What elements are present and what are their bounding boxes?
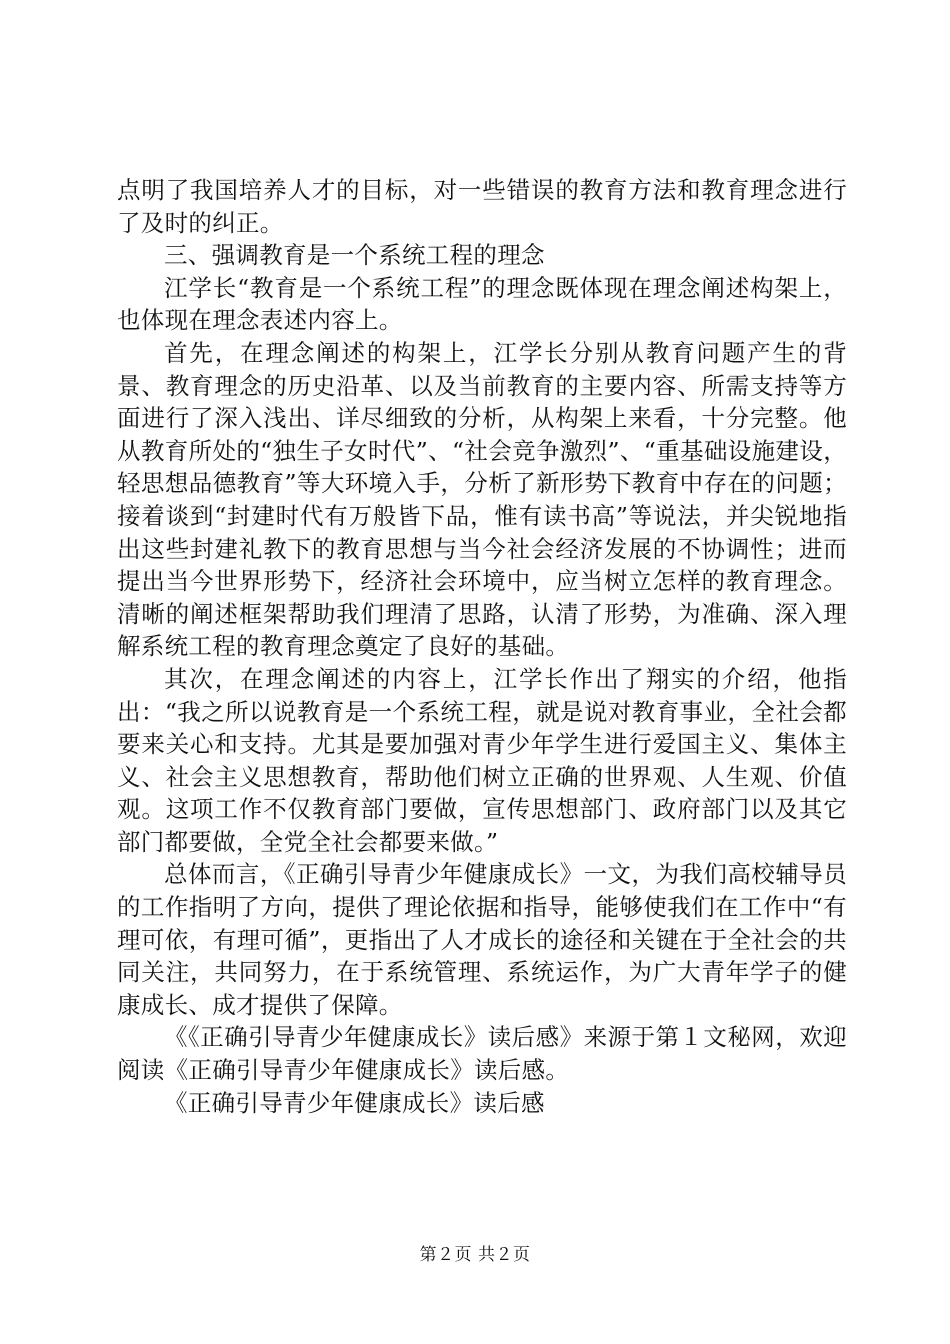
paragraph: 江学长“教育是一个系统工程”的理念既体现在理念阐述构架上，也体现在理念表述内容上。: [117, 273, 847, 335]
source-note: 《《正确引导青少年健康成长》读后感》来源于第１文秘网，欢迎阅读《正确引导青少年健康成长》读后感。: [117, 1023, 847, 1085]
paragraph: 总体而言，《正确引导青少年健康成长》一文，为我们高校辅导员的工作指明了方向，提供了理论依据和指导，能够使我们在工作中“有理可依，有理可循”，更指出了人才成长的途径和关键在于全社会的共同关注，共同努力，在于系统管理、系统运作，为广大青年学子的健康成长、成才提供了保障。: [117, 860, 847, 1019]
paragraph: 首先，在理念阐述的构架上，江学长分别从教育问题产生的背景、教育理念的历史沿革、以及当前教育的主要内容、所需支持等方面进行了深入浅出、详尽细致的分析，从构架上来看，十分完整。他从教育所处的“独生子女时代”、“社会竞争激烈”、“重基础设施建设，轻思想品德教育”等大环境入手，分析了新形势下教育中存在的问题；接着谈到“封建时代有万般皆下品，惟有读书高”等说法，并尖锐地指出这些封建礼教下的教育思想与当今社会经济发展的不协调性；进而提出当今世界形势下，经济社会环境中，应当树立怎样的教育理念。清晰的阐述框架帮助我们理清了思路，认清了形势，为准确、深入理解系统工程的教育理念奠定了良好的基础。: [117, 338, 847, 661]
section-heading: 三、强调教育是一个系统工程的理念: [164, 241, 545, 270]
paragraph-continued: 点明了我国培养人才的目标，对一些错误的教育方法和教育理念进行了及时的纠正。: [117, 176, 847, 237]
document-title-line: 《正确引导青少年健康成长》读后感: [164, 1088, 545, 1117]
document-body: [117, 174, 847, 1119]
page-footer: 第２页 共２页: [419, 1245, 531, 1265]
paragraph: 其次，在理念阐述的内容上，江学长作出了翔实的介绍，他指出：“我之所以说教育是一个系统工程，就是说对教育事业，全社会都要来关心和支持。尤其是要加强对青少年学生进行爱国主义、集体主义、社会主义思想教育，帮助他们树立正确的世界观、人生观、价值观。这项工作不仅教育部门要做，宣传思想部门、政府部门以及其它部门都要做，全党全社会都要来做。”: [117, 664, 847, 856]
